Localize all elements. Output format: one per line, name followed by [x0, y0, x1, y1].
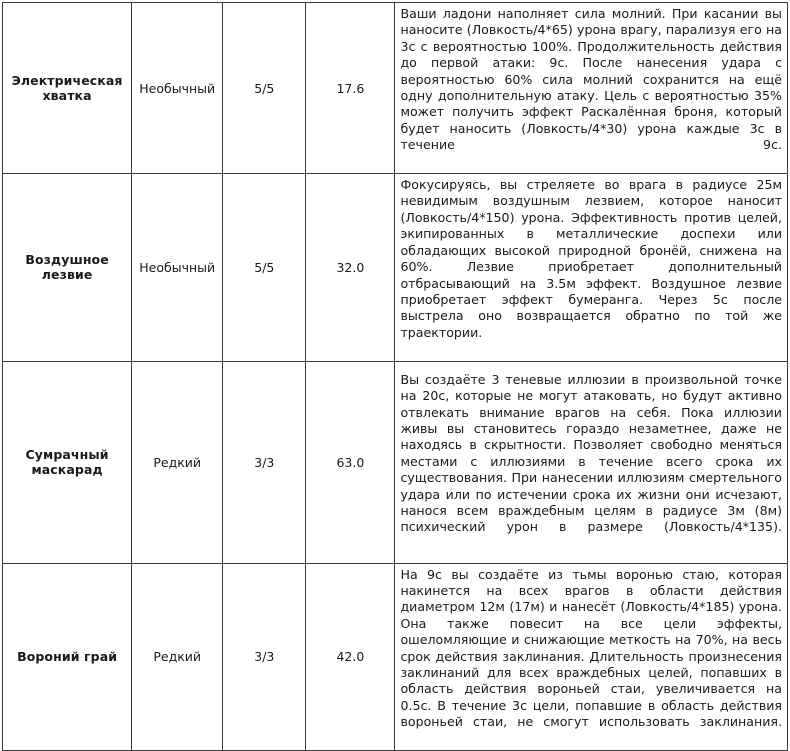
skill-cost: 42.0 — [306, 563, 395, 750]
skill-rarity: Редкий — [132, 361, 223, 563]
skill-name: Электрическая хватка — [3, 3, 132, 174]
skill-cost: 63.0 — [306, 361, 395, 563]
skill-description: Фокусируясь, вы стреляете во врага в радиусе 25м невидимым воздушным лезвием, которое наносит (Ловкость/4*150) урона. Эффективность против целей, экипированных в металлические доспехи или обладающих высокой природной бронёй, снижена на 60%. Лезвие приобретает дополнительный отбрасывающий на 3.5м эффект. Воздушное лезвие приобретает эффект бумеранга. Через 5с после выстрела оно возвращается обратно по той же траектории. — [400, 177, 782, 340]
skill-ranks: 3/3 — [223, 563, 306, 750]
skill-cost: 17.6 — [306, 3, 395, 174]
skill-description-cell — [395, 3, 788, 174]
skill-ranks: 5/5 — [223, 3, 306, 174]
skill-description: Ваши ладони наполняет сила молний. При касании вы наносите (Ловкость/4*65) урона врагу, парализуя его на 3с с вероятностью 100%. Продолжительность действия до первой атаки: 9с. После нанесения удара с вероятностью 60% сила молний сохранится на ещё одну дополнительную атаку. Цель с вероятностью 35% может получить эффект Раскалённая броня, который будет наносить (Ловкость/4*30) урона каждые 3с в течение 9с. — [400, 6, 782, 153]
skill-ranks: 3/3 — [223, 361, 306, 563]
skill-rarity: Необычный — [132, 3, 223, 174]
table-row — [3, 3, 788, 174]
skill-description: Вы создаёте 3 теневые иллюзии в произвольной точке на 20с, которые не могут атаковать, но будут активно отвлекать внимание врагов на себя. Пока иллюзии живы вы становитесь гораздо незаметнее, даже не находясь в скрытности. Позволяет свободно меняться местами с иллюзиями в течение всего срока их существования. При нанесении иллюзиям смертельного удара или по истечении срока их жизни они исчезают, нанося всем враждебным целям в радиусе 3м (8м) психический урон в размере (Ловкость/4*135). — [400, 371, 782, 535]
table-row — [3, 563, 788, 750]
skill-name: Воздушное лезвие — [3, 174, 132, 361]
skill-cost: 32.0 — [306, 174, 395, 361]
skill-description-cell — [395, 563, 788, 750]
table-row — [3, 361, 788, 563]
skill-description: На 9с вы создаёте из тьмы воронью стаю, которая накинется на всех врагов в области действия диаметром 12м (17м) и нанесёт (Ловкость/4*185) урона. Она также повесит на все цели эффекты, ошеломляющие и снижающие меткость на 70%, на весь срок действия заклинания. Длительность произнесения заклинаний для всех враждебных целей, попавших в область действия вороньей стаи, увеличивается на 0.5с. В течение 3с цели, попавшие в область действия вороньей стаи, не смогут использовать заклинания. — [400, 566, 782, 730]
skills-table — [2, 2, 788, 751]
table-row — [3, 174, 788, 361]
skill-description-cell — [395, 361, 788, 563]
skill-rarity: Редкий — [132, 563, 223, 750]
skill-description-cell — [395, 174, 788, 361]
skill-name: Сумрачный маскарад — [3, 361, 132, 563]
skill-name: Вороний грай — [3, 563, 132, 750]
skill-rarity: Необычный — [132, 174, 223, 361]
skill-ranks: 5/5 — [223, 174, 306, 361]
